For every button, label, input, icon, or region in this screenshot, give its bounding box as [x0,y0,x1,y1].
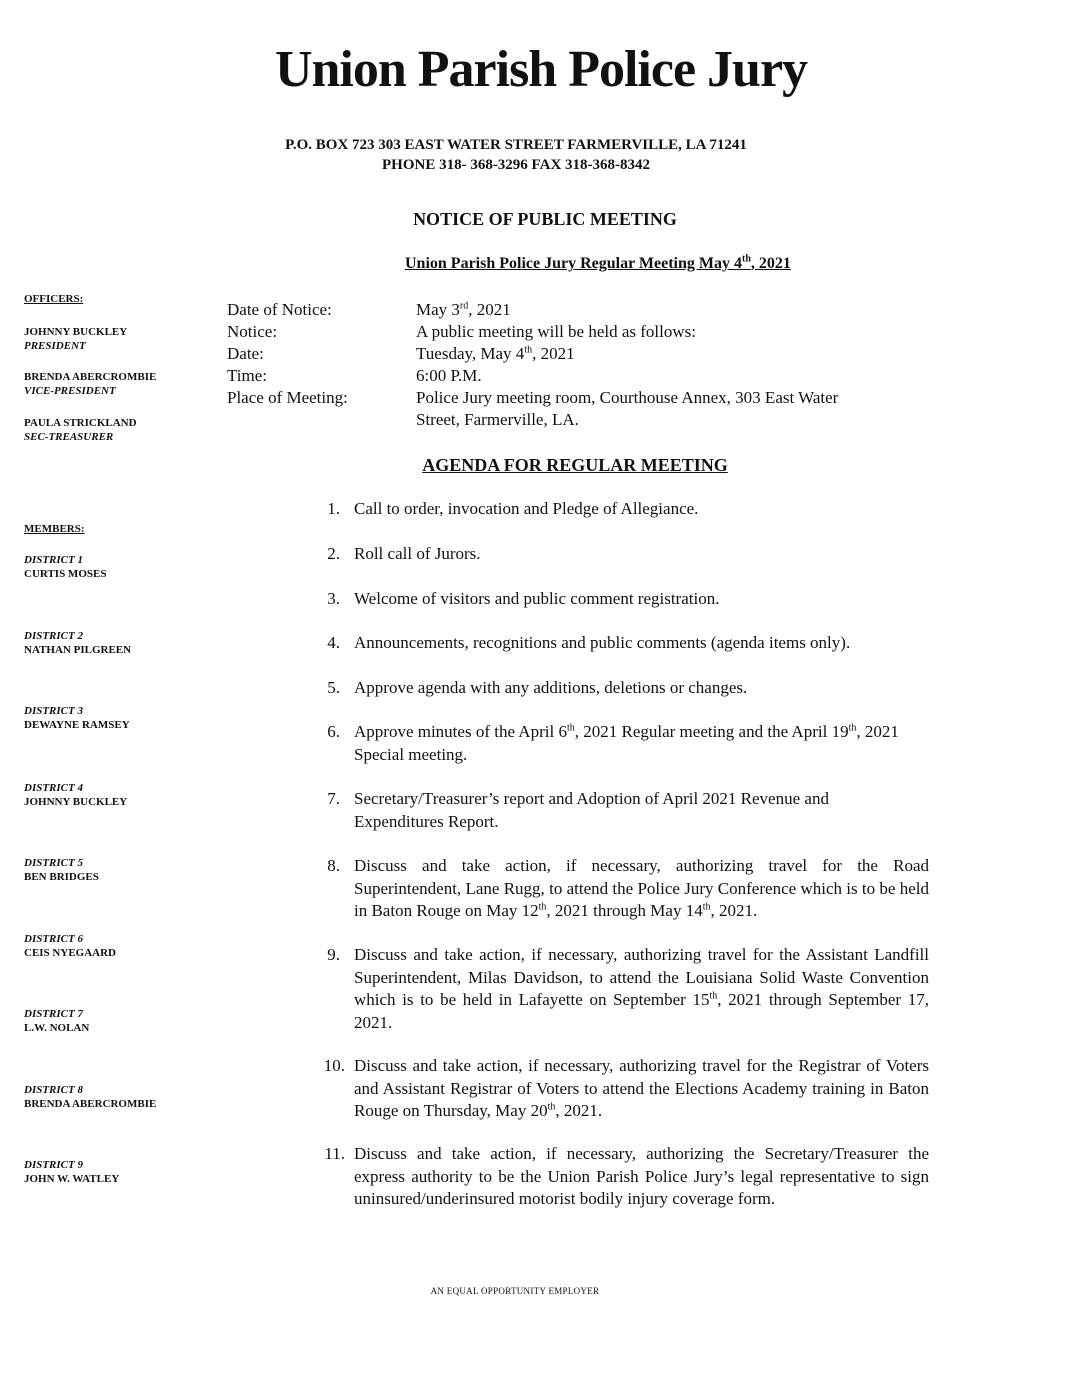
agenda-heading: AGENDA FOR REGULAR MEETING [422,455,728,475]
member-entry [24,704,130,732]
member-name: BEN BRIDGES [24,871,99,883]
address-line: P.O. BOX 723 303 EAST WATER STREET FARMERVILLE, LA 71241 [285,137,747,153]
member-name: CURTIS MOSES [24,568,107,580]
officer-name: JOHNNY BUCKLEY [24,326,128,338]
info-label-time: Time: [227,366,268,385]
info-value-date: Tuesday, May 4th, 2021 [416,344,575,363]
info-value-place: Police Jury meeting room, Courthouse Annex, 303 East Water Street, Farmerville, LA. [416,388,839,429]
member-district: DISTRICT 7 [24,1008,83,1020]
agenda-item-number: 5. [327,678,340,697]
agenda-item-number: 3. [327,589,340,608]
member-entry [24,629,131,657]
member-entry [24,1007,89,1035]
officer-entry [24,325,127,353]
officers-heading: OFFICERS: [24,293,84,305]
member-entry [24,856,99,884]
agenda-item-number: 11. [324,1144,345,1163]
member-entry [24,553,106,581]
agenda-item-text: Approve agenda with any additions, deletions or changes. [354,678,748,697]
members-heading: MEMBERS: [24,523,85,535]
officer-entry [24,370,156,398]
member-district: DISTRICT 3 [24,705,83,717]
agenda-item-number: 6. [327,722,340,741]
member-name: JOHN W. WATLEY [24,1173,120,1185]
member-name: JOHNNY BUCKLEY [24,796,128,808]
agenda-item-text: Approve minutes of the April 6th, 2021 Regular meeting and the April 19th, 2021 Special meeting. [354,722,899,764]
member-entry [24,932,116,960]
agenda-item-text: Discuss and take action, if necessary, authorizing the Secretary/Treasurer the express authority to be the Union Parish Police Jury’s legal representative to sign uninsured/underinsured motorist bodily injury coverage form. [354,1144,929,1208]
agenda-item-number: 7. [327,789,340,808]
info-label-place: Place of Meeting: [227,388,348,407]
agenda-item-text: Discuss and take action, if necessary, authorizing travel for the Road Superintendent, Lane Rugg, to attend the Police Jury Conference which is to be held in Baton Rouge on May 12th, 2021 through May 14th, 2021. [354,856,929,920]
phone-fax-line: PHONE 318- 368-3296 FAX 318-368-8342 [381,157,651,173]
agenda-item-number: 8. [327,856,340,875]
member-name: NATHAN PILGREEN [24,644,132,656]
agenda-item-number: 2. [327,544,340,563]
info-value-notice: A public meeting will be held as follows: [416,322,696,341]
sidebar [24,292,83,306]
info-label-date: Date: [227,344,264,363]
member-district: DISTRICT 4 [24,782,83,794]
member-name: DEWAYNE RAMSEY [24,719,130,731]
info-label-date-of-notice: Date of Notice: [227,300,332,319]
officer-title: SEC-TREASURER [24,431,114,443]
officer-title: PRESIDENT [24,340,86,352]
member-name: L.W. NOLAN [24,1022,90,1034]
agenda-item-text: Secretary/Treasurer’s report and Adoption of April 2021 Revenue and Expenditures Report. [354,789,829,831]
officer-title: VICE-PRESIDENT [24,385,116,397]
agenda-item-number: 9. [327,945,340,964]
member-entry [24,1158,119,1186]
agenda-item-number: 10. [323,1056,345,1075]
agenda-item-text: Welcome of visitors and public comment registration. [354,589,720,608]
agenda-item-number: 4. [327,633,340,652]
member-district: DISTRICT 6 [24,933,83,945]
member-name: CEIS NYEGAARD [24,947,116,959]
agenda-item-number: 1. [327,499,340,518]
info-value-time: 6:00 P.M. [416,366,482,385]
info-label-notice: Notice: [227,322,278,341]
agenda-item-text: Roll call of Jurors. [354,544,481,563]
member-district: DISTRICT 5 [24,857,83,869]
member-entry [24,1083,156,1111]
info-value-date-of-notice: May 3rd, 2021 [416,300,511,319]
member-district: DISTRICT 2 [24,630,83,642]
member-district: DISTRICT 1 [24,554,83,566]
member-name: BRENDA ABERCROMBIE [24,1098,157,1110]
page-title: Union Parish Police Jury [274,41,808,98]
footer-text: AN EQUAL OPPORTUNITY EMPLOYER [430,1286,600,1296]
agenda-item-text: Announcements, recognitions and public comments (agenda items only). [354,633,851,652]
member-district: DISTRICT 9 [24,1159,83,1171]
notice-heading: NOTICE OF PUBLIC MEETING [413,209,677,229]
agenda-item-text: Call to order, invocation and Pledge of Allegiance. [354,499,699,518]
member-district: DISTRICT 8 [24,1084,83,1096]
agenda-item-text: Discuss and take action, if necessary, authorizing travel for the Assistant Landfill Superintendent, Milas Davidson, to attend the Louisiana Solid Waste Convention which is to be held in Lafayette on September 15th, 2021 through September 17, 2021. [354,945,929,1032]
officer-entry [24,416,137,444]
meeting-heading: Union Parish Police Jury Regular Meeting May 4th, 2021 [405,253,791,272]
agenda-item-text: Discuss and take action, if necessary, authorizing travel for the Registrar of Voters and Assistant Registrar of Voters to attend the Elections Academy training in Baton Rouge on Thursday, May 20th, 2021. [354,1056,929,1120]
member-entry [24,781,127,809]
officer-name: PAULA STRICKLAND [24,417,137,429]
officer-name: BRENDA ABERCROMBIE [24,371,157,383]
